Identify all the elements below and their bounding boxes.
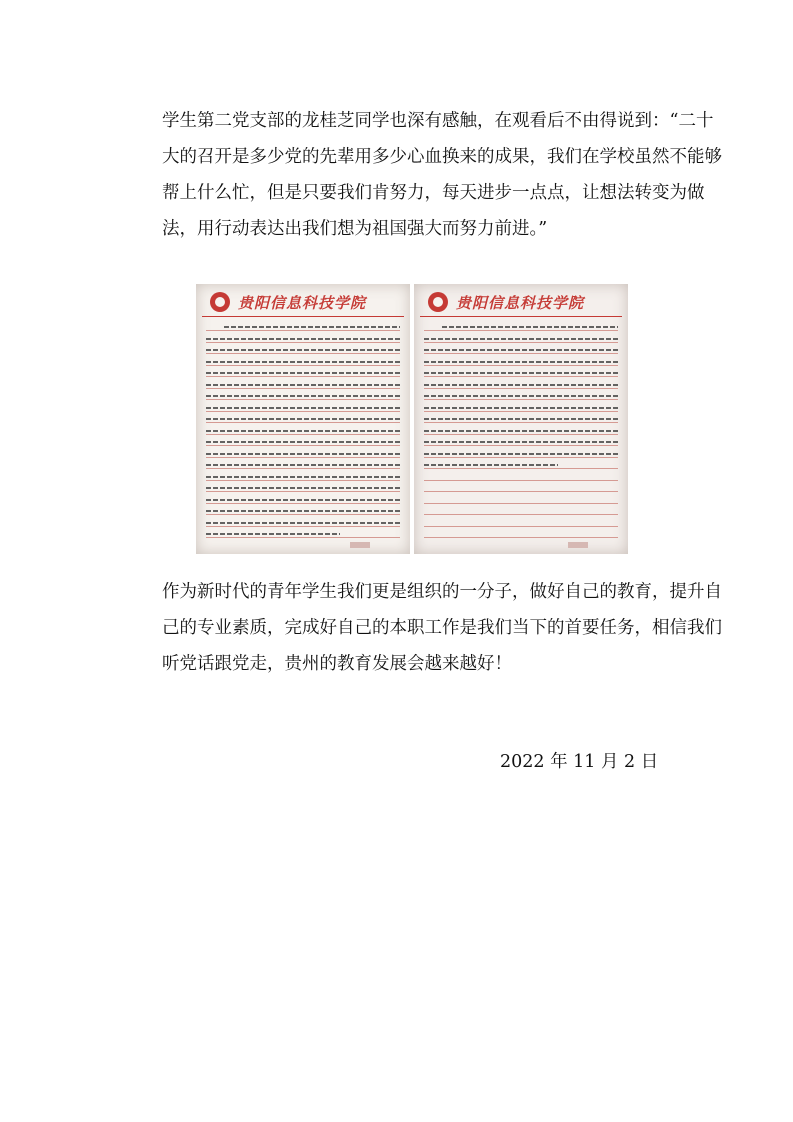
handwriting-stroke [206, 453, 400, 455]
ruled-line [206, 342, 400, 343]
handwriting-stroke [424, 407, 618, 409]
handwriting-stroke [206, 418, 400, 420]
handwriting-lines [206, 322, 400, 540]
handwriting-stroke [206, 361, 400, 363]
ruled-line [206, 376, 400, 377]
ruled-line [424, 457, 618, 458]
ruled-line [206, 353, 400, 354]
ruled-line [206, 411, 400, 412]
handwriting-stroke [224, 326, 400, 328]
school-name: 贵阳信息科技学院 [456, 294, 585, 312]
ruled-line [424, 480, 618, 481]
handwriting-stroke [424, 453, 618, 455]
handwriting-stroke [206, 464, 400, 466]
date: 2022 年 11 月 2 日 [500, 752, 659, 772]
ruled-line [206, 365, 400, 366]
paragraph-conclusion: 作为新时代的青年学生我们更是组织的一分子，做好自己的教育，提升自己的专业素质，完成好自己的本职工作是我们当下的首要任务，相信我们听党话跟党走，贵州的教育发展会越来越好！ [162, 582, 722, 674]
ruled-line [424, 491, 618, 492]
ruled-line [424, 503, 618, 504]
ruled-line [424, 411, 618, 412]
ruled-line [424, 353, 618, 354]
ruled-line [206, 330, 400, 331]
ruled-line [206, 457, 400, 458]
handwriting-stroke [424, 372, 618, 374]
handwriting-stroke [206, 510, 400, 512]
handwriting-stroke [206, 522, 400, 524]
ruled-line [424, 365, 618, 366]
ruled-line [206, 422, 400, 423]
ruled-line [424, 526, 618, 527]
ruled-line [424, 514, 618, 515]
ruled-line [206, 399, 400, 400]
school-logo-icon [210, 292, 230, 312]
letter-photo-left [196, 284, 410, 554]
handwriting-stroke [206, 372, 400, 374]
ruled-line [206, 445, 400, 446]
ruled-line [206, 480, 400, 481]
school-name: 贵阳信息科技学院 [238, 294, 367, 312]
handwriting-stroke [206, 476, 400, 478]
signature-mark [568, 542, 588, 548]
ruled-line [424, 537, 618, 538]
ruled-line [206, 434, 400, 435]
handwriting-stroke [206, 338, 400, 340]
ruled-line [206, 526, 400, 527]
handwriting-stroke [424, 384, 618, 386]
handwriting-stroke [206, 441, 400, 443]
ruled-line [424, 399, 618, 400]
ruled-line [206, 503, 400, 504]
handwriting-stroke [424, 395, 618, 397]
handwriting-lines [424, 322, 618, 540]
ruled-line [424, 342, 618, 343]
handwritten-letters-photos [196, 284, 628, 554]
handwriting-stroke [424, 349, 618, 351]
handwriting-stroke [206, 487, 400, 489]
paragraph-quote: 学生第二党支部的龙桂芝同学也深有感触，在观看后不由得说到：“二十大的召开是多少党的先辈用多少心血换来的成果，我们在学校虽然不能够帮上什么忙，但是只要我们肯努力，每天进步一点点，让想法转变为做法，用行动表达出我们想为祖国强大而努力前进。” [162, 111, 722, 239]
signature-mark [350, 542, 370, 548]
handwriting-stroke [206, 349, 400, 351]
handwriting-stroke [206, 407, 400, 409]
ruled-line [424, 445, 618, 446]
ruled-line [424, 330, 618, 331]
handwriting-stroke [424, 418, 618, 420]
handwriting-stroke [206, 499, 400, 501]
handwriting-stroke [424, 361, 618, 363]
ruled-line [206, 468, 400, 469]
handwriting-stroke [424, 338, 618, 340]
handwriting-stroke [424, 430, 618, 432]
ruled-line [424, 434, 618, 435]
handwriting-stroke [442, 326, 618, 328]
ruled-line [206, 491, 400, 492]
handwriting-stroke [206, 533, 340, 535]
handwriting-stroke [206, 395, 400, 397]
ruled-line [206, 537, 400, 538]
ruled-line [206, 514, 400, 515]
handwriting-stroke [206, 430, 400, 432]
letter-photo-right [414, 284, 628, 554]
letterhead [420, 290, 622, 317]
ruled-line [424, 468, 618, 469]
ruled-line [424, 422, 618, 423]
letterhead [202, 290, 404, 317]
handwriting-stroke [424, 441, 618, 443]
ruled-line [424, 376, 618, 377]
school-logo-icon [428, 292, 448, 312]
ruled-line [206, 388, 400, 389]
handwriting-stroke [424, 464, 558, 466]
handwriting-stroke [206, 384, 400, 386]
ruled-line [424, 388, 618, 389]
